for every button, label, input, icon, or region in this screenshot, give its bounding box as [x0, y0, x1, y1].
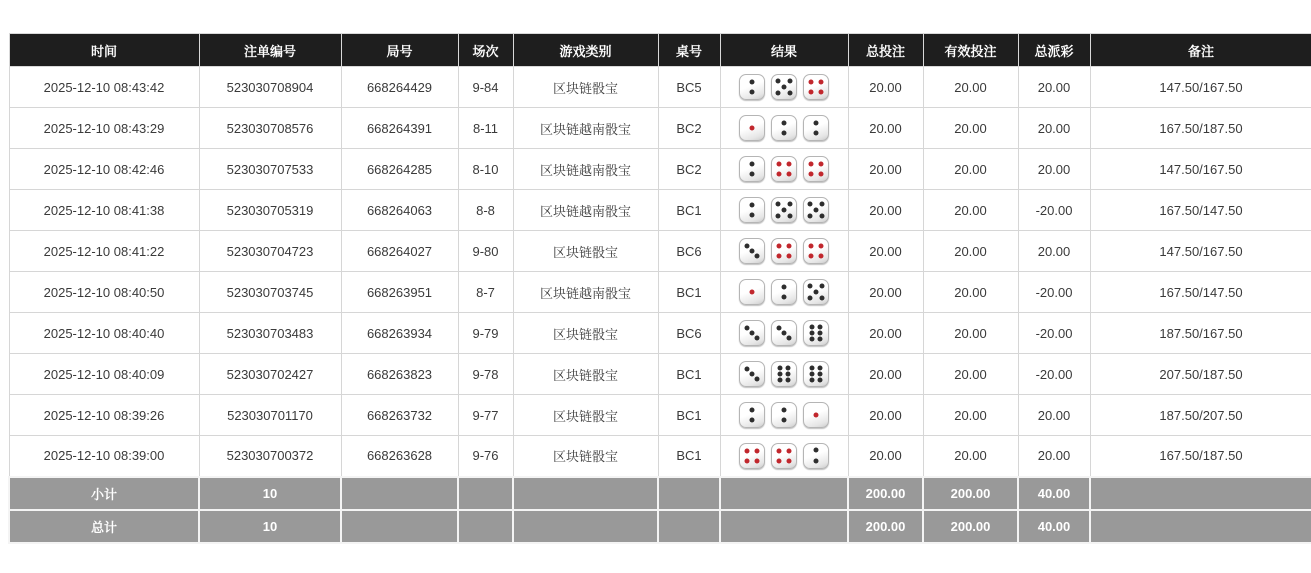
cell-table_no: BC6: [658, 231, 720, 272]
die-3-icon: [771, 320, 797, 346]
die-pip: [750, 418, 755, 423]
cell-round_id: 668264391: [341, 108, 458, 149]
die-pip: [755, 336, 760, 341]
subtotal-cell-valid_bet: 200.00: [923, 477, 1018, 510]
die-pip: [787, 202, 792, 207]
cell-remark: 167.50/187.50: [1090, 436, 1311, 477]
die-pip: [818, 80, 823, 85]
die-pip: [777, 244, 782, 249]
table-body: [9, 67, 1311, 477]
cell-session: 9-80: [458, 231, 513, 272]
cell-session: 9-78: [458, 354, 513, 395]
die-pip: [750, 249, 755, 254]
cell-time: 2025-12-10 08:41:22: [9, 231, 199, 272]
cell-payout: 20.00: [1018, 231, 1090, 272]
die-pip: [818, 162, 823, 167]
cell-session: 8-11: [458, 108, 513, 149]
cell-payout: 20.00: [1018, 67, 1090, 108]
die-pip: [809, 366, 814, 371]
die-4-icon: [803, 74, 829, 100]
cell-result-dice: [720, 436, 848, 477]
cell-session: 9-79: [458, 313, 513, 354]
die-3-icon: [739, 320, 765, 346]
die-pip: [818, 331, 823, 336]
cell-session: 8-10: [458, 149, 513, 190]
die-4-icon: [771, 238, 797, 264]
die-pip: [777, 162, 782, 167]
column-header-result: 结果: [720, 34, 848, 67]
die-5-icon: [771, 74, 797, 100]
cell-bet_id: 523030704723: [199, 231, 341, 272]
die-pip: [814, 413, 819, 418]
cell-session: 8-7: [458, 272, 513, 313]
die-pip: [750, 90, 755, 95]
table-row: [9, 436, 1311, 477]
column-header-session: 场次: [458, 34, 513, 67]
cell-bet_id: 523030703483: [199, 313, 341, 354]
die-pip: [750, 161, 755, 166]
cell-round_id: 668263934: [341, 313, 458, 354]
die-6-icon: [803, 320, 829, 346]
die-pip: [818, 244, 823, 249]
cell-bet_id: 523030708576: [199, 108, 341, 149]
die-6-icon: [803, 361, 829, 387]
die-2-icon: [739, 74, 765, 100]
total-cell-result: [720, 510, 848, 543]
total-row: [9, 510, 1311, 543]
die-pip: [750, 79, 755, 84]
cell-game_type: 区块链越南骰宝: [513, 108, 658, 149]
die-4-icon: [771, 156, 797, 182]
die-pip: [744, 325, 749, 330]
cell-payout: 20.00: [1018, 149, 1090, 190]
die-5-icon: [803, 197, 829, 223]
column-header-game_type: 游戏类别: [513, 34, 658, 67]
table-row: [9, 190, 1311, 231]
subtotal-cell-payout: 40.00: [1018, 477, 1090, 510]
table-row: [9, 231, 1311, 272]
total-cell-round_id: [341, 510, 458, 543]
die-pip: [819, 295, 824, 300]
cell-remark: 167.50/147.50: [1090, 190, 1311, 231]
die-pip: [777, 377, 782, 382]
cell-result-dice: [720, 190, 848, 231]
cell-round_id: 668263732: [341, 395, 458, 436]
die-pip: [782, 418, 787, 423]
subtotal-cell-result: [720, 477, 848, 510]
table-row: [9, 272, 1311, 313]
die-pip: [777, 372, 782, 377]
die-pip: [818, 171, 823, 176]
table-row: [9, 149, 1311, 190]
die-pip: [786, 458, 791, 463]
cell-round_id: 668264027: [341, 231, 458, 272]
die-pip: [809, 336, 814, 341]
die-pip: [809, 89, 814, 94]
die-pip: [744, 366, 749, 371]
cell-valid_bet: 20.00: [923, 313, 1018, 354]
column-header-bet_id: 注单编号: [199, 34, 341, 67]
total-bet-link[interactable]: 20.00: [848, 231, 923, 272]
cell-round_id: 668264429: [341, 67, 458, 108]
total-cell-table_no: [658, 510, 720, 543]
cell-game_type: 区块链骰宝: [513, 354, 658, 395]
die-pip: [814, 448, 819, 453]
total-cell-remark: [1090, 510, 1311, 543]
cell-remark: 147.50/167.50: [1090, 67, 1311, 108]
cell-remark: 147.50/167.50: [1090, 149, 1311, 190]
die-2-icon: [803, 115, 829, 141]
die-pip: [777, 366, 782, 371]
cell-valid_bet: 20.00: [923, 108, 1018, 149]
cell-table_no: BC5: [658, 67, 720, 108]
column-header-valid_bet: 有效投注: [923, 34, 1018, 67]
die-pip: [809, 325, 814, 330]
cell-table_no: BC2: [658, 108, 720, 149]
subtotal-cell-time: 小计: [9, 477, 199, 510]
cell-game_type: 区块链越南骰宝: [513, 190, 658, 231]
cell-result-dice: [720, 108, 848, 149]
die-pip: [809, 372, 814, 377]
cell-table_no: BC1: [658, 395, 720, 436]
subtotal-cell-table_no: [658, 477, 720, 510]
total-bet-link[interactable]: 20.00: [848, 436, 923, 477]
die-pip: [782, 85, 787, 90]
cell-bet_id: 523030707533: [199, 149, 341, 190]
die-pip: [750, 202, 755, 207]
total-bet-link[interactable]: 20.00: [848, 272, 923, 313]
die-pip: [776, 202, 781, 207]
die-pip: [750, 372, 755, 377]
die-pip: [786, 162, 791, 167]
subtotal-cell-bet_id: 10: [199, 477, 341, 510]
die-1-icon: [739, 115, 765, 141]
bet-records-table: [8, 33, 1311, 544]
total-cell-game_type: [513, 510, 658, 543]
column-header-payout: 总派彩: [1018, 34, 1090, 67]
die-pip: [776, 325, 781, 330]
die-pip: [750, 126, 755, 131]
cell-payout: -20.00: [1018, 354, 1090, 395]
die-pip: [809, 244, 814, 249]
total-bet-link[interactable]: 20.00: [848, 190, 923, 231]
cell-payout: -20.00: [1018, 272, 1090, 313]
die-pip: [809, 253, 814, 258]
total-bet-link[interactable]: 20.00: [848, 354, 923, 395]
cell-time: 2025-12-10 08:42:46: [9, 149, 199, 190]
die-2-icon: [771, 115, 797, 141]
cell-round_id: 668263951: [341, 272, 458, 313]
die-4-icon: [739, 443, 765, 469]
total-cell-session: [458, 510, 513, 543]
die-pip: [808, 202, 813, 207]
die-pip: [818, 253, 823, 258]
cell-round_id: 668263823: [341, 354, 458, 395]
cell-remark: 147.50/167.50: [1090, 231, 1311, 272]
table-header: [9, 34, 1311, 67]
die-pip: [750, 331, 755, 336]
die-pip: [754, 458, 759, 463]
cell-bet_id: 523030703745: [199, 272, 341, 313]
die-4-icon: [803, 156, 829, 182]
die-4-icon: [803, 238, 829, 264]
cell-payout: 20.00: [1018, 108, 1090, 149]
cell-result-dice: [720, 149, 848, 190]
cell-time: 2025-12-10 08:43:29: [9, 108, 199, 149]
cell-game_type: 区块链骰宝: [513, 436, 658, 477]
cell-table_no: BC2: [658, 149, 720, 190]
die-pip: [808, 213, 813, 218]
cell-remark: 167.50/147.50: [1090, 272, 1311, 313]
cell-valid_bet: 20.00: [923, 67, 1018, 108]
die-pip: [755, 254, 760, 259]
die-pip: [750, 172, 755, 177]
cell-payout: 20.00: [1018, 395, 1090, 436]
header-row: [9, 34, 1311, 67]
die-pip: [782, 131, 787, 136]
table-row: [9, 108, 1311, 149]
cell-round_id: 668264285: [341, 149, 458, 190]
cell-valid_bet: 20.00: [923, 190, 1018, 231]
die-pip: [814, 120, 819, 125]
cell-payout: -20.00: [1018, 313, 1090, 354]
die-pip: [786, 171, 791, 176]
total-cell-payout: 40.00: [1018, 510, 1090, 543]
die-1-icon: [739, 279, 765, 305]
table-row: [9, 67, 1311, 108]
die-pip: [777, 448, 782, 453]
die-pip: [777, 253, 782, 258]
cell-time: 2025-12-10 08:43:42: [9, 67, 199, 108]
die-pip: [754, 448, 759, 453]
die-pip: [777, 171, 782, 176]
cell-game_type: 区块链骰宝: [513, 395, 658, 436]
die-pip: [755, 377, 760, 382]
cell-table_no: BC1: [658, 436, 720, 477]
die-pip: [782, 295, 787, 300]
cell-session: 9-77: [458, 395, 513, 436]
die-pip: [782, 407, 787, 412]
cell-table_no: BC6: [658, 313, 720, 354]
total-cell-total_bet: 200.00: [848, 510, 923, 543]
die-pip: [818, 366, 823, 371]
die-2-icon: [739, 402, 765, 428]
die-pip: [750, 407, 755, 412]
die-1-icon: [803, 402, 829, 428]
total-bet-link[interactable]: 20.00: [848, 108, 923, 149]
subtotal-cell-total_bet: 200.00: [848, 477, 923, 510]
cell-result-dice: [720, 395, 848, 436]
cell-result-dice: [720, 272, 848, 313]
die-pip: [745, 458, 750, 463]
die-pip: [809, 80, 814, 85]
table-footer: [9, 477, 1311, 543]
die-5-icon: [771, 197, 797, 223]
die-2-icon: [771, 279, 797, 305]
die-pip: [745, 448, 750, 453]
cell-bet_id: 523030705319: [199, 190, 341, 231]
die-pip: [809, 171, 814, 176]
die-3-icon: [739, 238, 765, 264]
die-pip: [744, 243, 749, 248]
cell-time: 2025-12-10 08:40:40: [9, 313, 199, 354]
cell-result-dice: [720, 231, 848, 272]
die-pip: [776, 213, 781, 218]
cell-payout: 20.00: [1018, 436, 1090, 477]
die-pip: [786, 377, 791, 382]
die-2-icon: [739, 156, 765, 182]
cell-table_no: BC1: [658, 190, 720, 231]
cell-result-dice: [720, 354, 848, 395]
subtotal-cell-game_type: [513, 477, 658, 510]
die-pip: [819, 284, 824, 289]
cell-valid_bet: 20.00: [923, 231, 1018, 272]
total-bet-link[interactable]: 20.00: [848, 67, 923, 108]
cell-result-dice: [720, 67, 848, 108]
subtotal-row: [9, 477, 1311, 510]
cell-remark: 207.50/187.50: [1090, 354, 1311, 395]
cell-time: 2025-12-10 08:40:09: [9, 354, 199, 395]
die-4-icon: [771, 443, 797, 469]
die-pip: [786, 366, 791, 371]
cell-bet_id: 523030700372: [199, 436, 341, 477]
column-header-round_id: 局号: [341, 34, 458, 67]
die-pip: [809, 331, 814, 336]
cell-result-dice: [720, 313, 848, 354]
subtotal-cell-remark: [1090, 477, 1311, 510]
die-pip: [782, 284, 787, 289]
total-bet-link[interactable]: 20.00: [848, 395, 923, 436]
cell-round_id: 668263628: [341, 436, 458, 477]
cell-remark: 167.50/187.50: [1090, 108, 1311, 149]
subtotal-cell-session: [458, 477, 513, 510]
die-2-icon: [771, 402, 797, 428]
table-row: [9, 395, 1311, 436]
total-bet-link[interactable]: 20.00: [848, 313, 923, 354]
die-pip: [776, 90, 781, 95]
die-pip: [809, 377, 814, 382]
column-header-total_bet: 总投注: [848, 34, 923, 67]
cell-bet_id: 523030701170: [199, 395, 341, 436]
cell-round_id: 668264063: [341, 190, 458, 231]
total-bet-link[interactable]: 20.00: [848, 149, 923, 190]
cell-time: 2025-12-10 08:39:26: [9, 395, 199, 436]
cell-valid_bet: 20.00: [923, 436, 1018, 477]
cell-game_type: 区块链越南骰宝: [513, 149, 658, 190]
die-pip: [787, 213, 792, 218]
die-2-icon: [803, 443, 829, 469]
die-pip: [814, 459, 819, 464]
die-pip: [814, 131, 819, 136]
die-pip: [814, 208, 819, 213]
die-2-icon: [739, 197, 765, 223]
cell-session: 9-76: [458, 436, 513, 477]
cell-valid_bet: 20.00: [923, 354, 1018, 395]
die-pip: [818, 89, 823, 94]
die-pip: [776, 79, 781, 84]
die-pip: [787, 79, 792, 84]
die-5-icon: [803, 279, 829, 305]
die-pip: [808, 295, 813, 300]
column-header-remark: 备注: [1090, 34, 1311, 67]
cell-time: 2025-12-10 08:40:50: [9, 272, 199, 313]
die-pip: [808, 284, 813, 289]
cell-table_no: BC1: [658, 272, 720, 313]
total-cell-valid_bet: 200.00: [923, 510, 1018, 543]
cell-valid_bet: 20.00: [923, 272, 1018, 313]
die-pip: [782, 120, 787, 125]
column-header-time: 时间: [9, 34, 199, 67]
die-pip: [750, 213, 755, 218]
cell-time: 2025-12-10 08:39:00: [9, 436, 199, 477]
cell-time: 2025-12-10 08:41:38: [9, 190, 199, 231]
cell-game_type: 区块链越南骰宝: [513, 272, 658, 313]
die-pip: [819, 213, 824, 218]
die-pip: [786, 253, 791, 258]
die-pip: [787, 336, 792, 341]
cell-game_type: 区块链骰宝: [513, 313, 658, 354]
die-pip: [809, 162, 814, 167]
die-pip: [750, 290, 755, 295]
table-row: [9, 313, 1311, 354]
die-pip: [818, 377, 823, 382]
cell-table_no: BC1: [658, 354, 720, 395]
die-pip: [787, 90, 792, 95]
die-pip: [818, 372, 823, 377]
cell-valid_bet: 20.00: [923, 149, 1018, 190]
cell-remark: 187.50/167.50: [1090, 313, 1311, 354]
table-row: [9, 354, 1311, 395]
die-pip: [786, 372, 791, 377]
die-pip: [782, 208, 787, 213]
cell-game_type: 区块链骰宝: [513, 67, 658, 108]
cell-payout: -20.00: [1018, 190, 1090, 231]
cell-remark: 187.50/207.50: [1090, 395, 1311, 436]
die-pip: [786, 244, 791, 249]
cell-bet_id: 523030702427: [199, 354, 341, 395]
total-cell-bet_id: 10: [199, 510, 341, 543]
cell-session: 9-84: [458, 67, 513, 108]
die-pip: [818, 336, 823, 341]
subtotal-cell-round_id: [341, 477, 458, 510]
cell-bet_id: 523030708904: [199, 67, 341, 108]
die-pip: [786, 448, 791, 453]
die-pip: [814, 290, 819, 295]
die-6-icon: [771, 361, 797, 387]
column-header-table_no: 桌号: [658, 34, 720, 67]
cell-valid_bet: 20.00: [923, 395, 1018, 436]
total-cell-time: 总计: [9, 510, 199, 543]
die-pip: [782, 331, 787, 336]
cell-game_type: 区块链骰宝: [513, 231, 658, 272]
die-pip: [819, 202, 824, 207]
die-pip: [777, 458, 782, 463]
cell-session: 8-8: [458, 190, 513, 231]
die-3-icon: [739, 361, 765, 387]
die-pip: [818, 325, 823, 330]
